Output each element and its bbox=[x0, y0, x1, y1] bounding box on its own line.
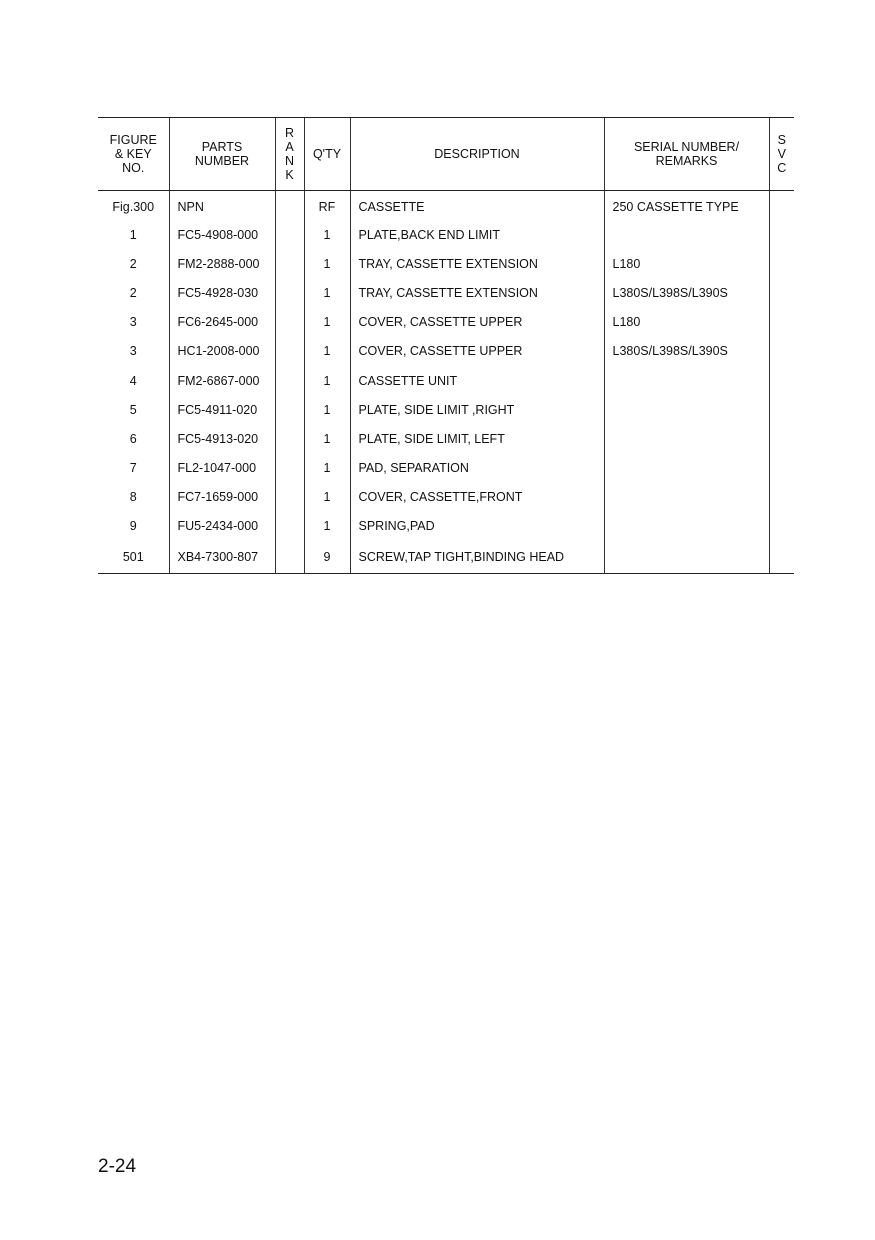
cell-description: TRAY, CASSETTE EXTENSION bbox=[350, 249, 604, 278]
cell-qty: 1 bbox=[304, 308, 350, 337]
table-row bbox=[98, 541, 794, 574]
table-row bbox=[98, 424, 794, 453]
table-header bbox=[98, 118, 794, 191]
cell-description: COVER, CASSETTE UPPER bbox=[350, 337, 604, 366]
cell-qty: 1 bbox=[304, 424, 350, 453]
cell-svc bbox=[769, 249, 794, 278]
cell-figure-key: 2 bbox=[129, 285, 137, 300]
cell-parts-number: FC6-2645-000 bbox=[169, 308, 275, 337]
cell-figure-key: 8 bbox=[129, 490, 137, 505]
cell-description: TRAY, CASSETTE EXTENSION bbox=[350, 278, 604, 307]
cell-figure-key: 3 bbox=[129, 344, 137, 359]
cell-description: PAD, SEPARATION bbox=[350, 454, 604, 483]
cell-parts-number: HC1-2008-000 bbox=[169, 337, 275, 366]
cell-svc bbox=[769, 308, 794, 337]
table-row bbox=[98, 512, 794, 541]
table-row bbox=[98, 395, 794, 424]
header-description: DESCRIPTION bbox=[350, 118, 604, 191]
cell-description: SPRING,PAD bbox=[350, 512, 604, 541]
header-parts-number: PARTS NUMBER bbox=[169, 118, 275, 191]
cell-serial-remarks bbox=[604, 512, 769, 541]
cell-serial-remarks: L180 bbox=[604, 249, 769, 278]
cell-figure-key: 501 bbox=[98, 541, 169, 574]
cell-serial-remarks: 250 CASSETTE TYPE bbox=[604, 191, 769, 221]
table-row bbox=[98, 337, 794, 366]
table-row bbox=[98, 249, 794, 278]
cell-svc bbox=[769, 512, 794, 541]
cell-parts-number: FL2-1047-000 bbox=[169, 454, 275, 483]
cell-parts-number: FC7-1659-000 bbox=[169, 483, 275, 512]
cell-svc bbox=[769, 337, 794, 366]
cell-description: PLATE, SIDE LIMIT, LEFT bbox=[350, 424, 604, 453]
cell-svc bbox=[769, 395, 794, 424]
page-number: 2-24 bbox=[98, 1156, 137, 1177]
cell-rank bbox=[275, 220, 304, 249]
cell-svc bbox=[769, 278, 794, 307]
cell-svc bbox=[769, 366, 794, 395]
header-qty: Q'TY bbox=[304, 118, 350, 191]
cell-parts-number: FC5-4911-020 bbox=[169, 395, 275, 424]
cell-rank bbox=[275, 512, 304, 541]
cell-serial-remarks: L380S/L398S/L390S bbox=[604, 337, 769, 366]
cell-serial-remarks: L180 bbox=[604, 308, 769, 337]
table-row bbox=[98, 278, 794, 307]
cell-figure-key: 4 bbox=[129, 373, 137, 388]
cell-parts-number: FC5-4928-030 bbox=[169, 278, 275, 307]
cell-serial-remarks bbox=[604, 220, 769, 249]
cell-serial-remarks: L380S/L398S/L390S bbox=[604, 278, 769, 307]
cell-rank bbox=[275, 395, 304, 424]
header-row bbox=[98, 118, 794, 191]
table-row bbox=[98, 308, 794, 337]
cell-rank bbox=[275, 191, 304, 221]
cell-serial-remarks bbox=[604, 395, 769, 424]
cell-qty: 1 bbox=[304, 337, 350, 366]
table-row bbox=[98, 483, 794, 512]
cell-svc bbox=[769, 541, 794, 574]
cell-description: CASSETTE UNIT bbox=[350, 366, 604, 395]
table-body bbox=[98, 191, 794, 574]
cell-serial-remarks bbox=[604, 541, 769, 574]
cell-qty: 1 bbox=[304, 220, 350, 249]
cell-qty: 1 bbox=[304, 366, 350, 395]
cell-svc bbox=[769, 483, 794, 512]
cell-description: COVER, CASSETTE,FRONT bbox=[350, 483, 604, 512]
cell-rank bbox=[275, 483, 304, 512]
cell-figure-key: 5 bbox=[129, 402, 137, 417]
table-row bbox=[98, 366, 794, 395]
header-rank: R A N K bbox=[275, 118, 304, 191]
cell-figure-key: 2 bbox=[129, 256, 137, 271]
cell-qty: RF bbox=[304, 191, 350, 221]
cell-figure-key: 6 bbox=[129, 431, 137, 446]
cell-serial-remarks bbox=[604, 454, 769, 483]
cell-description: PLATE, SIDE LIMIT ,RIGHT bbox=[350, 395, 604, 424]
cell-figure-key: 7 bbox=[129, 461, 137, 476]
cell-rank bbox=[275, 424, 304, 453]
cell-qty: 1 bbox=[304, 395, 350, 424]
table-row bbox=[98, 191, 794, 221]
table-row bbox=[98, 220, 794, 249]
cell-rank bbox=[275, 308, 304, 337]
cell-qty: 1 bbox=[304, 454, 350, 483]
cell-figure-key: 3 bbox=[129, 315, 137, 330]
cell-parts-number: FM2-6867-000 bbox=[169, 366, 275, 395]
cell-serial-remarks bbox=[604, 424, 769, 453]
header-figure-key: FIGURE & KEY NO. bbox=[98, 118, 169, 191]
cell-qty: 1 bbox=[304, 483, 350, 512]
cell-figure-key: Fig.300 bbox=[112, 200, 155, 214]
parts-list-table bbox=[98, 117, 794, 574]
cell-figure-key: 9 bbox=[129, 519, 137, 534]
cell-serial-remarks bbox=[604, 366, 769, 395]
cell-rank bbox=[275, 278, 304, 307]
cell-rank bbox=[275, 454, 304, 483]
cell-rank bbox=[275, 337, 304, 366]
header-svc: S V C bbox=[769, 118, 794, 191]
cell-qty: 9 bbox=[304, 541, 350, 574]
cell-rank bbox=[275, 541, 304, 574]
cell-qty: 1 bbox=[304, 512, 350, 541]
cell-parts-number: FC5-4913-020 bbox=[169, 424, 275, 453]
cell-description: SCREW,TAP TIGHT,BINDING HEAD bbox=[350, 541, 604, 574]
cell-rank bbox=[275, 249, 304, 278]
cell-description: CASSETTE bbox=[350, 191, 604, 221]
cell-parts-number: FU5-2434-000 bbox=[169, 512, 275, 541]
cell-description: COVER, CASSETTE UPPER bbox=[350, 308, 604, 337]
cell-serial-remarks bbox=[604, 483, 769, 512]
cell-svc bbox=[769, 424, 794, 453]
cell-svc bbox=[769, 191, 794, 221]
cell-rank bbox=[275, 366, 304, 395]
cell-description: PLATE,BACK END LIMIT bbox=[350, 220, 604, 249]
cell-parts-number: NPN bbox=[169, 191, 275, 221]
cell-svc bbox=[769, 454, 794, 483]
cell-parts-number: FC5-4908-000 bbox=[169, 220, 275, 249]
table-row bbox=[98, 454, 794, 483]
header-serial-remarks: SERIAL NUMBER/ REMARKS bbox=[604, 118, 769, 191]
cell-qty: 1 bbox=[304, 278, 350, 307]
cell-parts-number: FM2-2888-000 bbox=[169, 249, 275, 278]
cell-figure-key: 1 bbox=[129, 227, 137, 242]
cell-svc bbox=[769, 220, 794, 249]
cell-parts-number: XB4-7300-807 bbox=[169, 541, 275, 574]
cell-qty: 1 bbox=[304, 249, 350, 278]
